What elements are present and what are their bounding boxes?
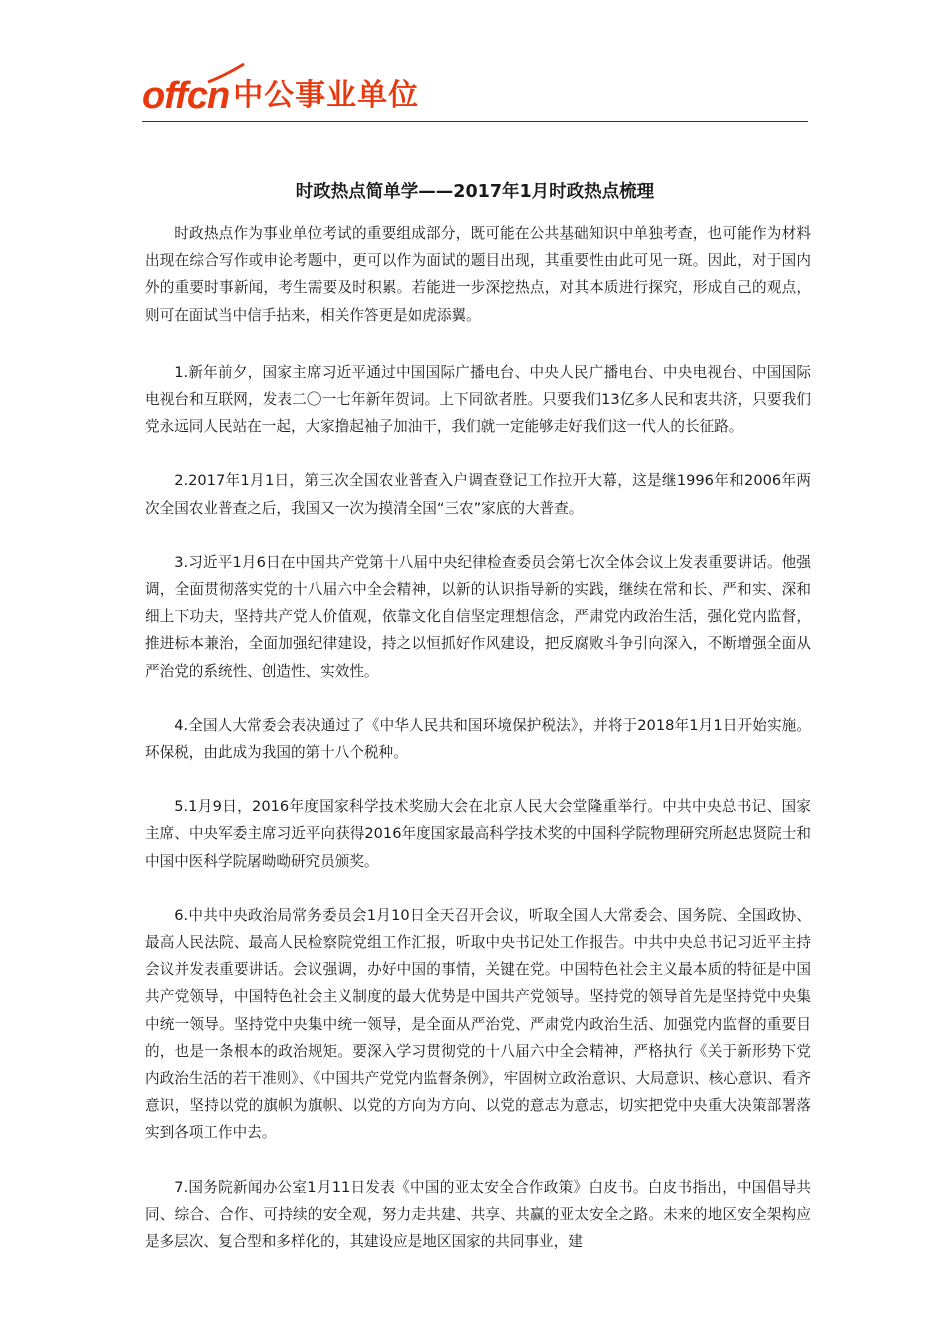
- news-item-4: 4.全国人大常委会表决通过了《中华人民共和国环境保护税法》，并将于2018年1月1日开始实施。环保税，由此成为我国的第十八个税种。: [145, 716, 811, 762]
- offcn-logo: [142, 66, 419, 118]
- news-item-2: 2.2017年1月1日，第三次全国农业普查入户调查登记工作拉开大幕，这是继1996年和2006年两次全国农业普查之后，我国又一次为摸清全国“三农”家底的大普查。: [145, 472, 811, 517]
- document-body: [145, 220, 811, 1282]
- logo-mark: offcn: [142, 75, 230, 117]
- logo-text: 中公事业单位: [233, 78, 420, 113]
- document-title: 时政热点简单学——2017年1月时政热点梳理: [295, 182, 655, 202]
- news-item-1: 1.新年前夕，国家主席习近平通过中国国际广播电台、中央人民广播电台、中央电视台、中国国际电视台和互联网，发表二〇一七年新年贺词。上下同欲者胜。只要我们13亿多人民和衷共济，只要我们党永远同人民站在一起，大家撸起袖子加油干，我们就一定能够走好我们这一代人的长征路。: [145, 363, 811, 436]
- news-item-3: 3.习近平1月6日在中国共产党第十八届中央纪律检查委员会第七次全体会议上发表重要讲话。他强调，全面贯彻落实党的十八届六中全会精神，以新的认识指导新的实践，继续在常和长、严和实、深和细上下功夫，坚持共产党人价值观，依靠文化自信坚定理想信念，严肃党内政治生活，强化党内监督，推进标本兼治，全面加强纪律建设，持之以恒抓好作风建设，把反腐败斗争引向深入，不断增强全面从严治党的系统性、创造性、实效性。: [145, 553, 811, 680]
- intro-paragraph: 时政热点作为事业单位考试的重要组成部分，既可能在公共基础知识中单独考查，也可能作为材料出现在综合写作或申论考题中，更可以作为面试的题目出现，其重要性由此可见一斑。因此，对于国内外的重要时事新闻，考生需要及时积累。若能进一步深挖热点，对其本质进行探究，形成自己的观点，则可在面试当中信手拈来，相关作答更是如虎添翼。: [145, 225, 811, 324]
- logo-swoosh-icon: [206, 62, 246, 84]
- news-item-5: 5.1月9日，2016年度国家科学技术奖励大会在北京人民大会堂隆重举行。中共中央总书记、国家主席、中央军委主席习近平向获得2016年度国家最高科学技术奖的中国科学院物理研究所赵忠贤院士和中国中医科学院屠呦呦研究员颁奖。: [145, 798, 811, 870]
- news-item-7: 7.国务院新闻办公室1月11日发表《中国的亚太安全合作政策》白皮书。白皮书指出，中国倡导共同、综合、合作、可持续的安全观，努力走共建、共享、共赢的亚太安全之路。未来的地区安全架构应是多层次、复合型和多样化的，其建设应是地区国家的共同事业，建: [145, 1178, 811, 1251]
- page-header: [142, 66, 808, 122]
- header-divider: [142, 121, 808, 122]
- news-item-6: 6.中共中央政治局常务委员会1月10日全天召开会议，听取全国人大常委会、国务院、全国政协、最高人民法院、最高人民检察院党组工作汇报，听取中央书记处工作报告。中共中央总书记习近平主持会议并发表重要讲话。会议强调，办好中国的事情，关键在党。中国特色社会主义最本质的特征是中国共产党领导，中国特色社会主义制度的最大优势是中国共产党领导。坚持党的领导首先是坚持党中央集中统一领导。坚持党中央集中统一领导，是全面从严治党、严肃党内政治生活、加强党内监督的重要目的，也是一条根本的政治规矩。要深入学习贯彻党的十八届六中全会精神，严格执行《关于新形势下党内政治生活的若干准则》、《中国共产党党内监督条例》，牢固树立政治意识、大局意识、核心意识、看齐意识，坚持以党的旗帜为旗帜、以党的方向为方向、以党的意志为意志，切实把党中央重大决策部署落实到各项工作中去。: [145, 906, 811, 1142]
